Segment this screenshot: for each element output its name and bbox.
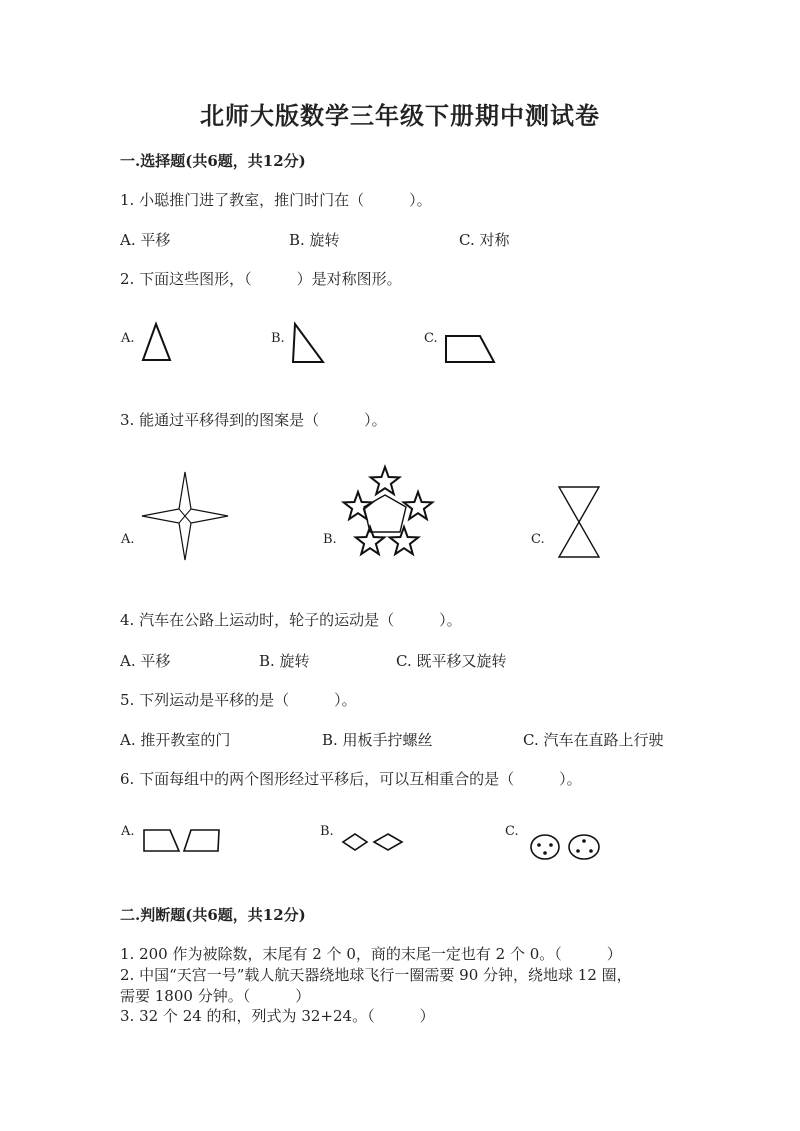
question-3-stem: 3. 能通过平移得到的图案是（ ）。 bbox=[120, 411, 387, 429]
question-2-option-c[interactable]: C. bbox=[424, 331, 438, 346]
question-3-option-c[interactable]: C. bbox=[531, 532, 545, 547]
isosceles-triangle-figure bbox=[140, 320, 180, 370]
parallelogram-pair-figure bbox=[140, 825, 225, 857]
star-shape bbox=[371, 467, 400, 494]
question-3-option-a[interactable]: A. bbox=[121, 532, 135, 547]
question-5-option-c[interactable]: C. 汽车在直路上行驶 bbox=[523, 731, 664, 749]
question-5-option-b[interactable]: B. 用板手拧螺丝 bbox=[322, 731, 433, 749]
scalene-triangle-figure bbox=[290, 320, 330, 370]
question-5-stem: 5. 下列运动是平移的是（ ）。 bbox=[120, 691, 357, 709]
question-1-option-c[interactable]: C. 对称 bbox=[459, 231, 510, 249]
question-2-stem: 2. 下面这些图形，（ ）是对称图形。 bbox=[120, 270, 402, 288]
judge-item-3: 3. 32 个 24 的和，列式为 32+24。（ ） bbox=[120, 1007, 435, 1025]
dotted-circle-pair-figure bbox=[528, 832, 608, 864]
page-title: 北师大版数学三年级下册期中测试卷 bbox=[200, 101, 600, 130]
question-4-option-b[interactable]: B. 旋转 bbox=[259, 652, 310, 670]
judge-item-2-line-2: 需要 1800 分钟。（ ） bbox=[120, 987, 311, 1005]
trapezoid-figure bbox=[440, 330, 500, 370]
judge-item-2-line-1: 2. 中国“天宫一号”载人航天器绕地球飞行一圈需要 90 分钟，绕地球 12 圈， bbox=[120, 966, 632, 984]
question-3-option-b[interactable]: B. bbox=[323, 532, 337, 547]
rhombus-pair-figure bbox=[340, 830, 410, 856]
four-point-star-figure bbox=[138, 470, 233, 565]
question-6-stem: 6. 下面每组中的两个图形经过平移后，可以互相重合的是（ ）。 bbox=[120, 770, 582, 788]
hourglass-figure bbox=[555, 483, 610, 563]
question-5-option-a[interactable]: A. 推开教室的门 bbox=[120, 731, 231, 749]
question-1-option-b[interactable]: B. 旋转 bbox=[289, 231, 340, 249]
question-6-option-a[interactable]: A. bbox=[121, 824, 135, 839]
star-shape bbox=[344, 492, 373, 519]
question-4-stem: 4. 汽车在公路上运动时，轮子的运动是（ ）。 bbox=[120, 611, 462, 629]
question-1-stem: 1. 小聪推门进了教室，推门时门在（ ）。 bbox=[120, 191, 432, 209]
section-heading-true-false: 二.判断题(共6题，共12分) bbox=[120, 906, 306, 924]
judge-item-1: 1. 200 作为被除数，末尾有 2 个 0，商的末尾一定也有 2 个 0。（ ） bbox=[120, 945, 622, 963]
question-6-option-c[interactable]: C. bbox=[505, 824, 519, 839]
question-2-option-b[interactable]: B. bbox=[271, 331, 285, 346]
question-1-option-a[interactable]: A. 平移 bbox=[120, 231, 171, 249]
question-4-option-a[interactable]: A. 平移 bbox=[120, 652, 171, 670]
question-2-option-a[interactable]: A. bbox=[121, 331, 135, 346]
question-6-option-b[interactable]: B. bbox=[320, 824, 334, 839]
question-4-option-c[interactable]: C. 既平移又旋转 bbox=[396, 652, 507, 670]
star-shape bbox=[404, 492, 433, 519]
star-shape bbox=[390, 527, 419, 554]
section-heading-choice: 一.选择题(共6题，共12分) bbox=[120, 152, 306, 170]
star-pattern-figure bbox=[340, 462, 445, 562]
